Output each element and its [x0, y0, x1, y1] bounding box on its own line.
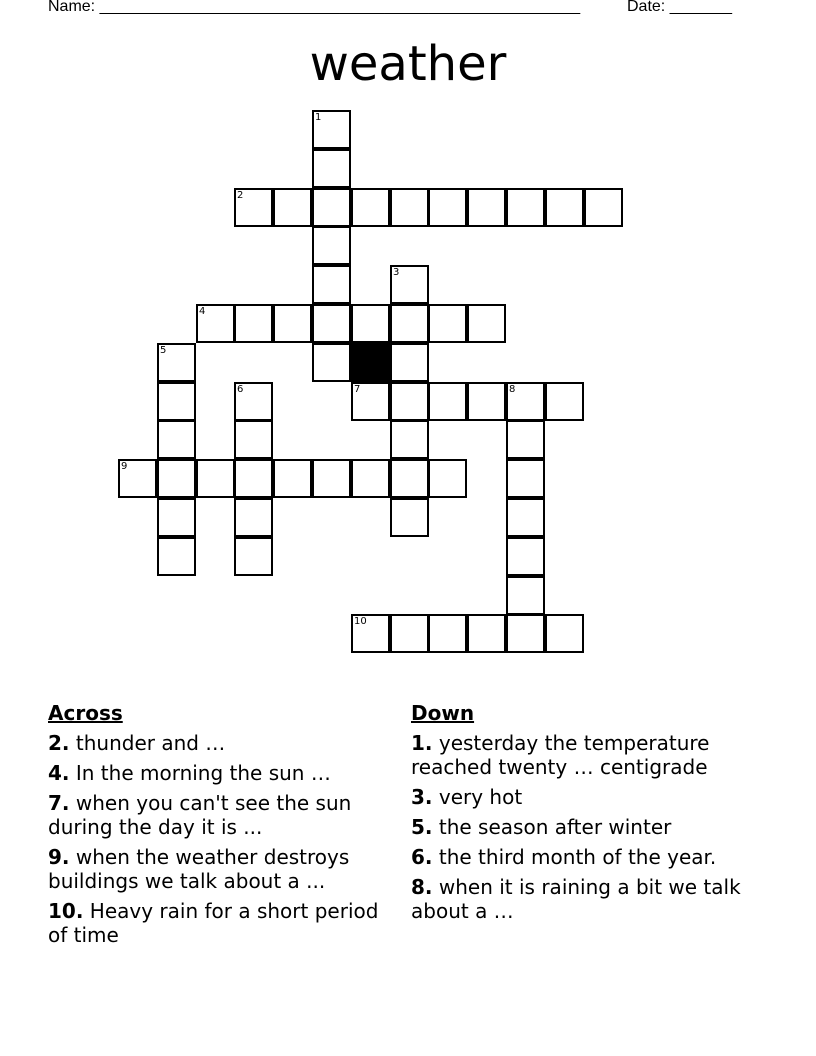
- crossword-cell[interactable]: [351, 304, 390, 343]
- crossword-cell[interactable]: [390, 304, 429, 343]
- crossword-black-cell: [351, 343, 390, 382]
- crossword-cell[interactable]: [428, 459, 467, 498]
- crossword-cell[interactable]: [506, 498, 545, 537]
- page-title: weather: [309, 36, 507, 92]
- crossword-cell[interactable]: [545, 614, 584, 653]
- crossword-cell[interactable]: [312, 459, 351, 498]
- crossword-cell[interactable]: [157, 382, 196, 421]
- clue-number-label: 6: [237, 384, 244, 395]
- crossword-cell[interactable]: [467, 382, 506, 421]
- crossword-cell[interactable]: [584, 188, 623, 227]
- crossword-cell[interactable]: [390, 265, 429, 304]
- crossword-cell[interactable]: [234, 537, 273, 576]
- crossword-cell[interactable]: [234, 304, 273, 343]
- crossword-cell[interactable]: [506, 188, 545, 227]
- clue-number: 7.: [48, 791, 70, 815]
- crossword-cell[interactable]: [428, 304, 467, 343]
- down-clue: [411, 785, 751, 809]
- crossword-cell[interactable]: [312, 110, 351, 149]
- crossword-cell[interactable]: [312, 304, 351, 343]
- crossword-cell[interactable]: [118, 459, 157, 498]
- clue-number: 1.: [411, 731, 433, 755]
- crossword-cell[interactable]: [196, 459, 235, 498]
- crossword-cell[interactable]: [428, 382, 467, 421]
- clue-number-label: 4: [199, 306, 206, 317]
- across-heading: Across: [48, 701, 123, 725]
- clue-number-label: 10: [354, 616, 367, 627]
- across-clue: [48, 761, 388, 785]
- across-clue: [48, 731, 388, 755]
- down-heading: Down: [411, 701, 475, 725]
- crossword-cell[interactable]: [234, 459, 273, 498]
- crossword-cell[interactable]: [467, 614, 506, 653]
- clue-text: Heavy rain for a short period of time: [48, 899, 379, 947]
- crossword-cell[interactable]: [351, 459, 390, 498]
- crossword-cell[interactable]: [351, 188, 390, 227]
- clue-text: thunder and …: [69, 731, 226, 755]
- crossword-cell[interactable]: [234, 498, 273, 537]
- clue-text: the season after winter: [432, 815, 672, 839]
- clue-number: 5.: [411, 815, 433, 839]
- crossword-cell[interactable]: [506, 420, 545, 459]
- crossword-cell[interactable]: [312, 265, 351, 304]
- clue-number: 9.: [48, 845, 70, 869]
- clue-number-label: 3: [393, 267, 400, 278]
- crossword-cell[interactable]: [157, 537, 196, 576]
- clue-number-label: 9: [121, 461, 128, 472]
- crossword-cell[interactable]: [545, 382, 584, 421]
- crossword-cell[interactable]: [506, 382, 545, 421]
- crossword-cell[interactable]: [390, 459, 429, 498]
- crossword-cell[interactable]: [390, 382, 429, 421]
- crossword-cell[interactable]: [428, 614, 467, 653]
- clue-number-label: 1: [315, 112, 322, 123]
- down-clue: [411, 875, 751, 923]
- crossword-cell[interactable]: [273, 459, 312, 498]
- down-clue: [411, 845, 751, 869]
- crossword-cell[interactable]: [234, 420, 273, 459]
- clue-text: when you can't see the sun during the day it is ...: [48, 791, 352, 839]
- down-clue: [411, 815, 751, 839]
- crossword-cell[interactable]: [157, 343, 196, 382]
- crossword-cell[interactable]: [506, 459, 545, 498]
- crossword-cell[interactable]: [506, 576, 545, 615]
- crossword-cell[interactable]: [506, 537, 545, 576]
- crossword-cell[interactable]: [506, 614, 545, 653]
- clue-number: 10.: [48, 899, 84, 923]
- crossword-cell[interactable]: [390, 188, 429, 227]
- clue-number-label: 2: [237, 190, 244, 201]
- crossword-cell[interactable]: [157, 459, 196, 498]
- crossword-cell[interactable]: [390, 614, 429, 653]
- crossword-cell[interactable]: [157, 498, 196, 537]
- crossword-cell[interactable]: [196, 304, 235, 343]
- crossword-cell[interactable]: [390, 420, 429, 459]
- across-clue: [48, 899, 388, 947]
- clue-text: when the weather destroys buildings we talk about a ...: [48, 845, 350, 893]
- crossword-cell[interactable]: [312, 226, 351, 265]
- crossword-cell[interactable]: [312, 343, 351, 382]
- clue-number: 6.: [411, 845, 433, 869]
- clue-text: when it is raining a bit we talk about a …: [411, 875, 741, 923]
- date-field-label: Date: _______: [627, 0, 732, 15]
- crossword-cell[interactable]: [234, 188, 273, 227]
- clue-text: very hot: [432, 785, 523, 809]
- crossword-cell[interactable]: [545, 188, 584, 227]
- clue-number: 8.: [411, 875, 433, 899]
- clue-number: 2.: [48, 731, 70, 755]
- crossword-cell[interactable]: [390, 498, 429, 537]
- crossword-cell[interactable]: [351, 614, 390, 653]
- crossword-cell[interactable]: [273, 188, 312, 227]
- down-clue: [411, 731, 751, 779]
- clue-text: the third month of the year.: [432, 845, 717, 869]
- clue-number: 4.: [48, 761, 70, 785]
- crossword-cell[interactable]: [312, 149, 351, 188]
- crossword-cell[interactable]: [234, 382, 273, 421]
- across-clues: [48, 701, 388, 953]
- crossword-cell[interactable]: [467, 188, 506, 227]
- crossword-cell[interactable]: [467, 304, 506, 343]
- clue-number-label: 7: [354, 384, 361, 395]
- across-clue: [48, 791, 388, 839]
- down-clues: [411, 701, 751, 929]
- clue-text: In the morning the sun …: [69, 761, 331, 785]
- across-clue: [48, 845, 388, 893]
- crossword-cell[interactable]: [312, 188, 351, 227]
- clue-number-label: 5: [160, 345, 167, 356]
- name-field-label: Name: ______________________________________________________: [48, 0, 581, 15]
- crossword-cell[interactable]: [390, 343, 429, 382]
- crossword-cell[interactable]: [157, 420, 196, 459]
- clue-text: yesterday the temperature reached twenty … centigrade: [411, 731, 710, 779]
- crossword-cell[interactable]: [273, 304, 312, 343]
- crossword-cell[interactable]: [351, 382, 390, 421]
- crossword-cell[interactable]: [428, 188, 467, 227]
- clue-number-label: 8: [509, 384, 516, 395]
- clue-number: 3.: [411, 785, 433, 809]
